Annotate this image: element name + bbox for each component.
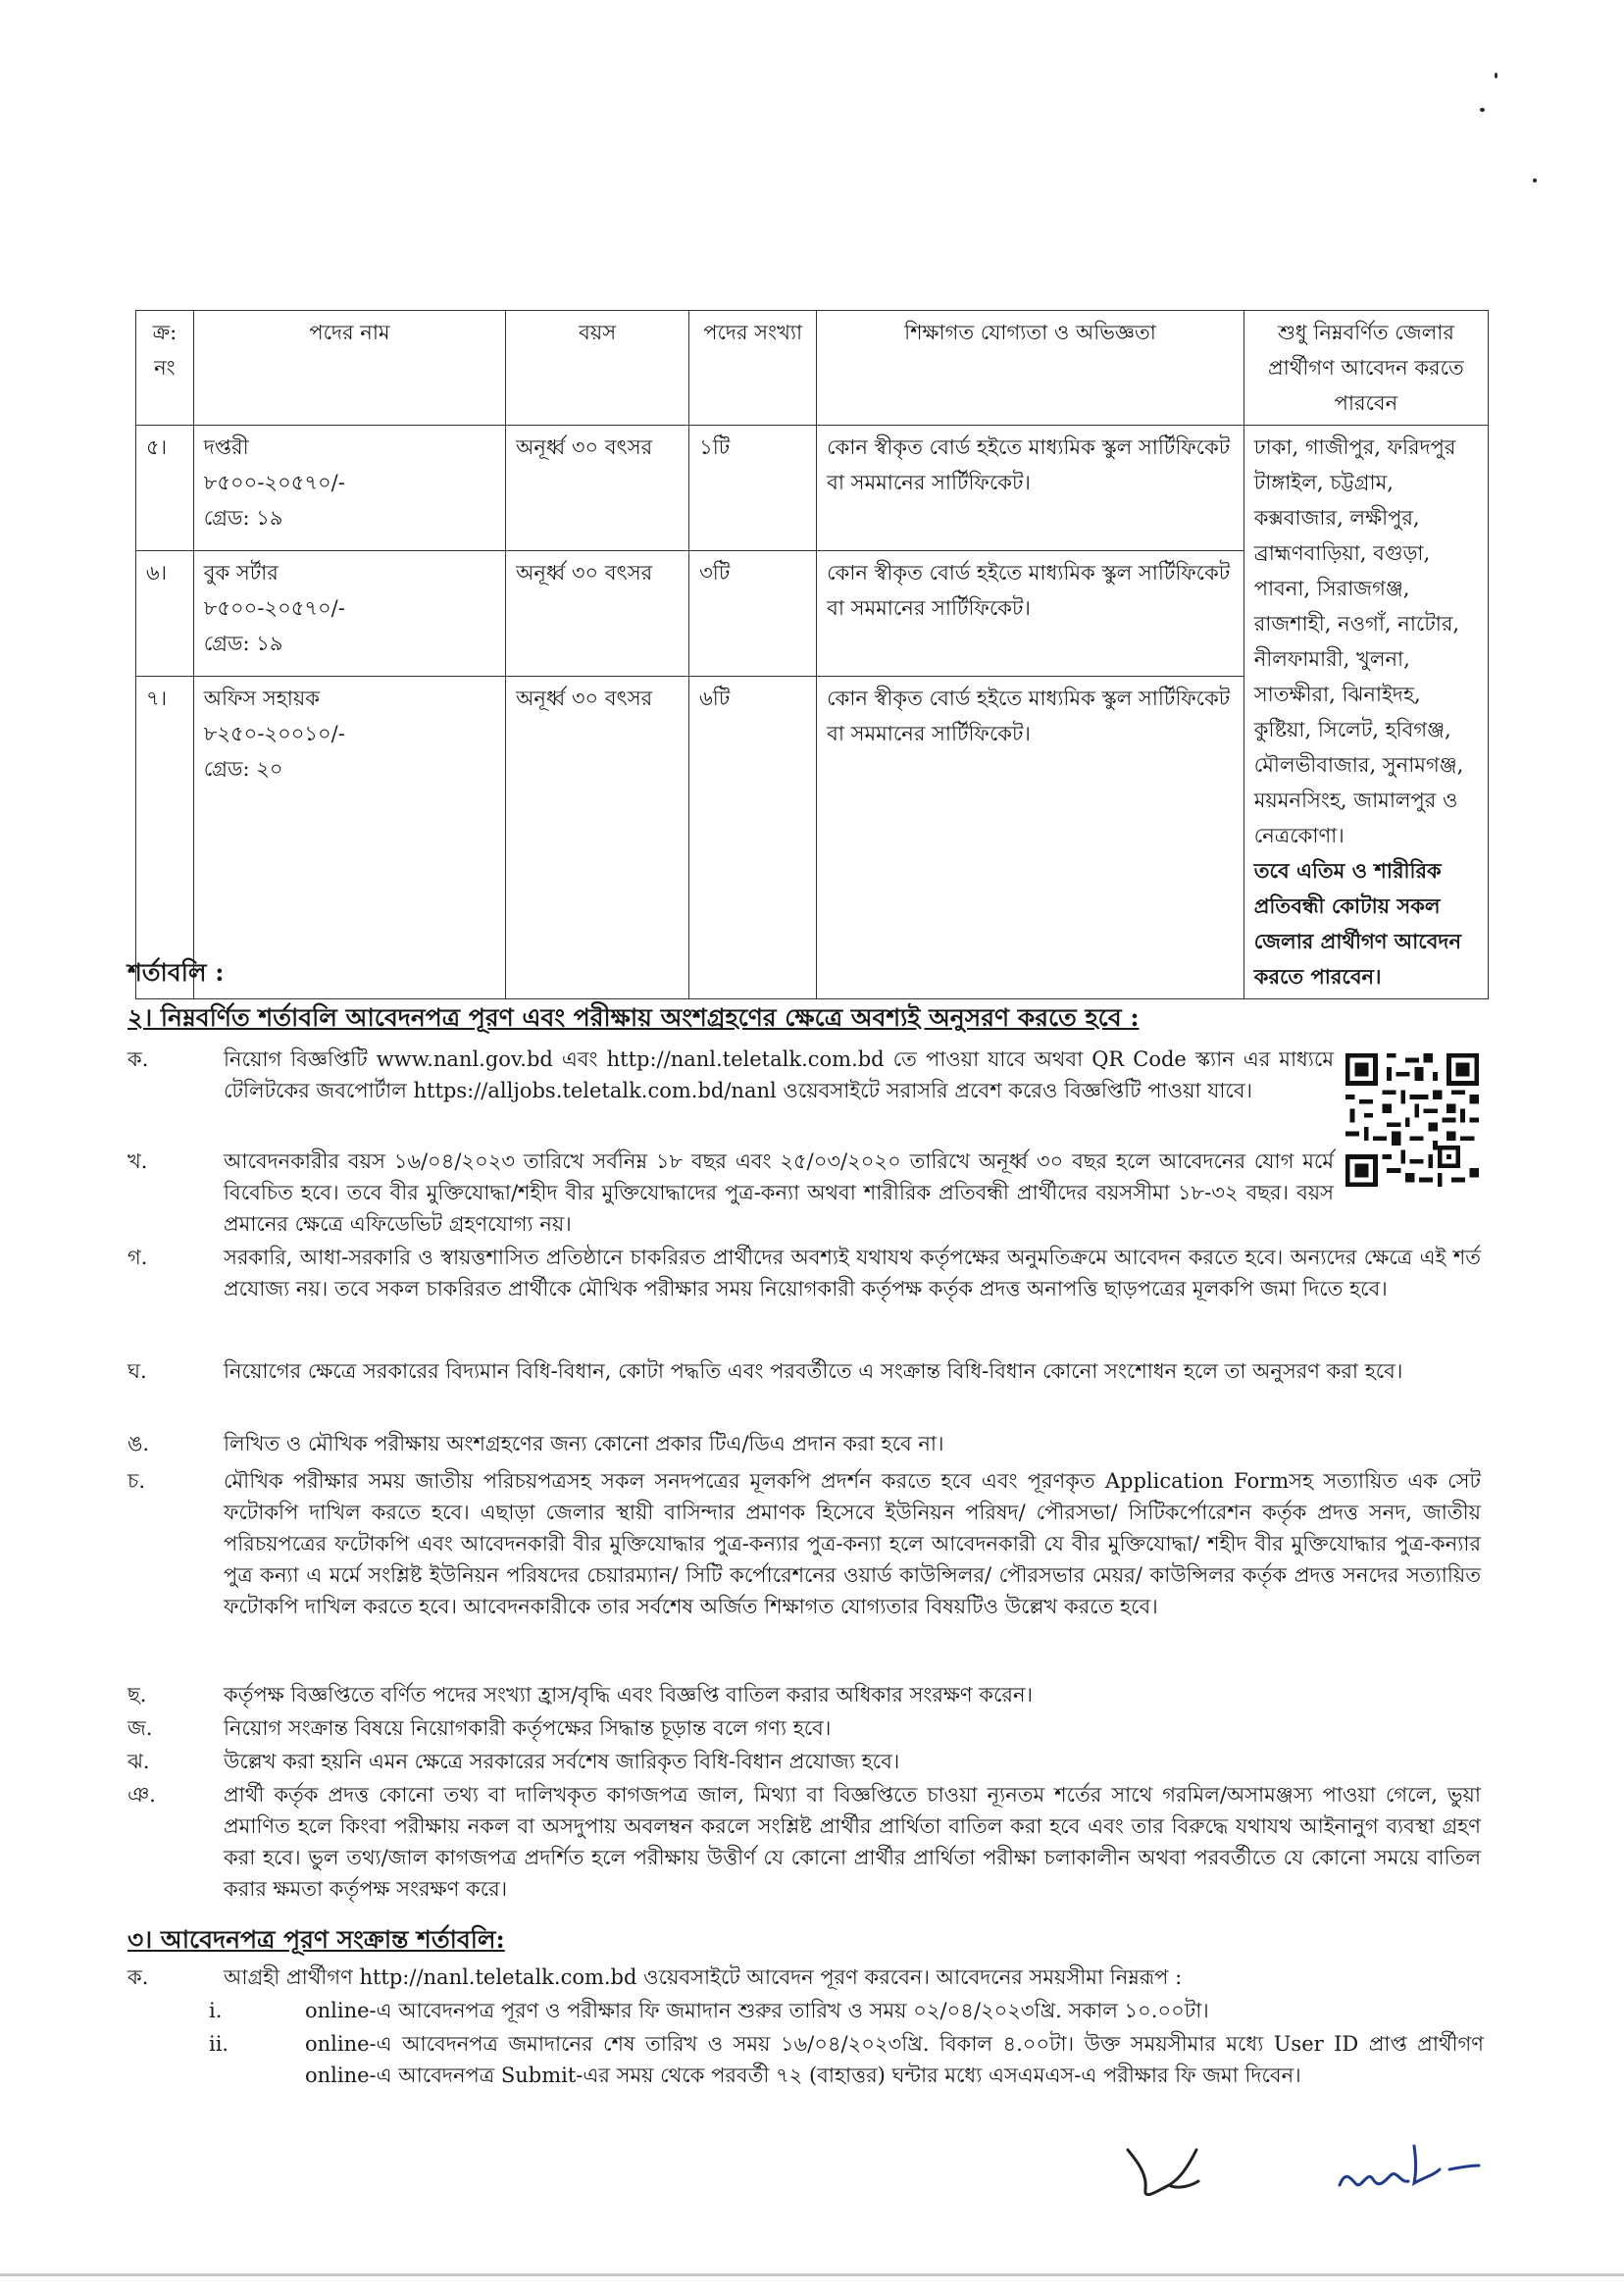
condition-item: [127, 1779, 1481, 1905]
item-text: আগ্রহী প্রার্থীগণ http://nanl.teletalk.com.bd ওয়েবসাইটে আবেদন পূরণ করবেন। আবেদনের সময়সীমা নিম্নরূপ :: [224, 1965, 1183, 1989]
condition-item: [127, 1679, 1481, 1710]
item-mark: ঞ.: [127, 1783, 156, 1807]
pay-scale: ৮২৫০-২০০১০/-: [203, 722, 345, 746]
post-name: অফিস সহায়ক: [203, 687, 320, 711]
item-mark: ছ.: [127, 1683, 147, 1707]
sub-mark: ii.: [209, 2032, 229, 2056]
condition-item: [127, 1146, 1334, 1240]
row-qualification: কোন স্বীকৃত বোর্ড হইতে মাধ্যমিক স্কুল সার্টিফিকেট বা সমমানের সার্টিফিকেট।: [817, 426, 1244, 551]
table-header-row: [136, 311, 1489, 426]
condition-item: [127, 1962, 1481, 1993]
scan-speck: [1533, 178, 1537, 182]
conditions-heading: শর্তাবলি :: [127, 958, 225, 987]
row-age: অনূর্ধ্ব ৩০ বৎসর: [506, 551, 689, 677]
header-post: পদের নাম: [193, 311, 505, 426]
item-text: মৌখিক পরীক্ষার সময় জাতীয় পরিচয়পত্রসহ সকল সনদপত্রের মূলকপি প্রদর্শন করতে হবে এবং পূরণকৃত Application Formসহ সত্যায়িত এক সেট ফটোকপি দাখিল করতে হবে। এছাড়া জেলার স্থায়ী বাসিন্দার প্রমাণক হিসেবে ইউনিয়ন পরিষদ/ পৌরসভা/ সিটিকর্পোরেশন কর্তৃক প্রদত্ত সনদ, জাতীয় পরিচয়পত্রের ফটোকপি এবং আবেদনকারী বীর মুক্তিযোদ্ধার পুত্র-কন্যার পুত্র-কন্যা হলে আবেদনকারী যে বীর মুক্তিযোদ্ধা/ শহীদ বীর মুক্তিযোদ্ধার পুত্র-কন্যার পুত্র কন্যা এ মর্মে সংশ্লিষ্ট ইউনিয়ন পরিষদের চেয়ারম্যান/ সিটি কর্পোরেশনের ওয়ার্ড কাউন্সিলর/ পৌরসভার মেয়র/ কাউন্সিলর কর্তৃক প্রদত্ত সনদের সত্যায়িত ফটোকপি দাখিল করতে হবে। আবেদনকারীকে তার সর্বশেষ অর্জিত শিক্ষাগত যোগ্যতার বিষয়টিও উল্লেখ করতে হবে।: [224, 1469, 1481, 1618]
row-sl: ৬।: [136, 551, 194, 677]
sub-mark: i.: [209, 1999, 223, 2022]
header-count: পদের সংখ্যা: [689, 311, 817, 426]
posts-table: [135, 310, 1489, 999]
section-3-title: ৩। আবেদনপত্র পূরণ সংক্রান্ত শর্তাবলি:: [127, 1925, 505, 1954]
sub-text: online-এ আবেদনপত্র পূরণ ও পরীক্ষার ফি জমাদান শুরুর তারিখ ও সময় ০২/০৪/২০২৩খ্রি. সকাল ১০.০০টা।: [305, 1999, 1209, 2022]
row-count: ১টি: [689, 426, 817, 551]
row-count: ৩টি: [689, 551, 817, 677]
sub-text: online-এ আবেদনপত্র জমাদানের শেষ তারিখ ও সময় ১৬/০৪/২০২৩খ্রি. বিকাল ৪.০০টা। উক্ত সময়সীমার মধ্যে User ID প্রাপ্ত প্রার্থীগণ online-এ আবেদনপত্র Submit-এর সময় থেকে পরবর্তী ৭২ (বাহাত্তর) ঘন্টার মধ্যে এসএমএস-এ পরীক্ষার ফি জমা দিবেন।: [305, 2032, 1484, 2087]
item-mark: ক.: [127, 1965, 149, 1989]
grade: গ্রেড: ১৯: [203, 506, 283, 530]
condition-item: [127, 1242, 1481, 1304]
scan-edge: [0, 2273, 1624, 2276]
row-count: ৬টি: [689, 677, 817, 999]
row-qualification: কোন স্বীকৃত বোর্ড হইতে মাধ্যমিক স্কুল সার্টিফিকেট বা সমমানের সার্টিফিকেট।: [817, 677, 1244, 999]
row-post: [193, 677, 505, 999]
grade: গ্রেড: ১৯: [203, 632, 283, 656]
condition-item: [127, 1044, 1334, 1106]
districts-cell: [1243, 426, 1488, 999]
table-row: [136, 426, 1489, 551]
pay-scale: ৮৫০০-২০৫৭০/-: [203, 596, 345, 621]
item-text: কর্তৃপক্ষ বিজ্ঞপ্তিতে বর্ণিত পদের সংখ্যা হ্রাস/বৃদ্ধি এবং বিজ্ঞপ্তি বাতিল করার অধিকার সংরক্ষণ করেন।: [224, 1683, 1034, 1707]
condition-item: [127, 1712, 1481, 1744]
districts-note: তবে এতিম ও শারীরিক প্রতিবন্ধী কোটায় সকল জেলার প্রার্থীগণ আবেদন করতে পারবেন।: [1253, 858, 1461, 989]
item-text: নিয়োগ বিজ্ঞপ্তিটি www.nanl.gov.bd এবং http://nanl.teletalk.com.bd তে পাওয়া যাবে অথবা QR Code স্ক্যান এর মাধ্যমে টেলিটকের জবপোর্টাল https://alljobs.teletalk.com.bd/nanl ওয়েবসাইটে সরাসরি প্রবেশ করেও বিজ্ঞপ্তিটি পাওয়া যাবে।: [224, 1047, 1334, 1102]
row-post: [193, 551, 505, 677]
item-text: প্রার্থী কর্তৃক প্রদত্ত কোনো তথ্য বা দালিখকৃত কাগজপত্র জাল, মিথ্যা বা বিজ্ঞপ্তিতে চাওয়া ন্যূনতম শর্তের সাথে গরমিল/অসামঞ্জস্য পাওয়া গেলে, ভুয়া প্রমাণিত হলে কিংবা পরীক্ষায় নকল বা অসদুপায় অবলম্বন করলে সংশ্লিষ্ট প্রার্থীর প্রার্থিতা বাতিল করা হবে এবং তার বিরুদ্ধে যথাযথ আইনানুগ ব্যবস্থা গ্রহণ করা হবে। ভুল তথ্য/জাল কাগজপত্র প্রদর্শিত হলে পরীক্ষায় উত্তীর্ণ যে কোনো প্রার্থীর প্রার্থিতা পরীক্ষা চলাকালীন অথবা পরবর্তীতে যে কোনো সময়ে বাতিল করার ক্ষমতা কর্তৃপক্ষ সংরক্ষণ করে।: [224, 1783, 1481, 1901]
item-mark: গ.: [127, 1246, 148, 1269]
condition-item: [127, 1746, 1481, 1777]
item-mark: ঘ.: [127, 1359, 147, 1383]
condition-item: [127, 1465, 1481, 1622]
item-text: উল্লেখ করা হয়নি এমন ক্ষেত্রে সরকারের সর্বশেষ জারিকৃত বিধি-বিধান প্রযোজ্য হবে।: [224, 1750, 900, 1773]
item-mark: চ.: [127, 1469, 146, 1493]
post-name: দপ্তরী: [203, 435, 249, 459]
item-mark: খ.: [127, 1149, 148, 1173]
item-mark: ঝ.: [127, 1750, 150, 1773]
sub-item: [209, 1995, 1484, 2026]
scan-speck: [1480, 108, 1485, 112]
row-age: অনূর্ধ্ব ৩০ বৎসর: [506, 426, 689, 551]
grade: গ্রেড: ২০: [203, 757, 283, 782]
item-mark: ঙ.: [127, 1432, 150, 1455]
header-sl: ক্র: নং: [136, 311, 194, 426]
item-text: নিয়োগ সংক্রান্ত বিষয়ে নিয়োগকারী কর্তৃপক্ষের সিদ্ধান্ত চূড়ান্ত বলে গণ্য হবে।: [224, 1716, 832, 1740]
qr-code-icon: [1345, 1053, 1479, 1187]
header-districts: শুধু নিম্নবর্ণিত জেলার প্রার্থীগণ আবেদন করতে পারবেন: [1243, 311, 1488, 426]
item-text: লিখিত ও মৌখিক পরীক্ষায় অংশগ্রহণের জন্য কোনো প্রকার টিএ/ডিএ প্রদান করা হবে না।: [224, 1432, 944, 1455]
item-mark: জ.: [127, 1716, 153, 1740]
section-2-title: ২। নিম্নবর্ণিত শর্তাবলি আবেদনপত্র পূরণ এবং পরীক্ষায় অংশগ্রহণের ক্ষেত্রে অবশ্যই অনুসরণ করতে হবে :: [127, 1003, 1140, 1032]
post-name: বুক সর্টার: [203, 561, 279, 586]
scan-speck: [1495, 73, 1497, 78]
condition-item: [127, 1355, 1481, 1387]
item-mark: ক.: [127, 1047, 149, 1071]
row-post: [193, 426, 505, 551]
header-qualification: শিক্ষাগত যোগ্যতা ও অভিজ্ঞতা: [817, 311, 1244, 426]
row-sl: ৫।: [136, 426, 194, 551]
item-text: আবেদনকারীর বয়স ১৬/০৪/২০২৩ তারিখে সর্বনিম্ন ১৮ বছর এবং ২৫/০৩/২০২০ তারিখে অনূর্ধ্ব ৩০ বছর হলে আবেদনের যোগ মর্মে বিবেচিত হবে। তবে বীর মুক্তিযোদ্ধা/শহীদ বীর মুক্তিযোদ্ধাদের পুত্র-কন্যা অথবা শারীরিক প্রতিবন্ধী প্রার্থীদের বয়সসীমা ১৮-৩২ বছর। বয়স প্রমানের ক্ষেত্রে এফিডেভিট গ্রহণযোগ্য নয়।: [224, 1149, 1334, 1236]
condition-item: [127, 1428, 1481, 1459]
row-sl: ৭।: [136, 677, 194, 999]
handwritten-signature: [1118, 2130, 1226, 2209]
item-text: নিয়োগের ক্ষেত্রে সরকারের বিদ্যমান বিধি-বিধান, কোটা পদ্ধতি এবং পরবর্তীতে এ সংক্রান্ত বিধি-বিধান কোনো সংশোধন হলে তা অনুসরণ করা হবে।: [224, 1359, 1403, 1383]
pay-scale: ৮৫০০-২০৫৭০/-: [203, 471, 345, 494]
row-age: অনূর্ধ্ব ৩০ বৎসর: [506, 677, 689, 999]
item-text: সরকারি, আধা-সরকারি ও স্বায়ত্তশাসিত প্রতিষ্ঠানে চাকরিরত প্রার্থীদের অবশ্যই যথাযথ কর্তৃপক্ষের অনুমতিক্রমে আবেদন করতে হবে। অন্যদের ক্ষেত্রে এই শর্ত প্রযোজ্য নয়। তবে সকল চাকরিরত প্রার্থীকে মৌখিক পরীক্ষার সময় নিয়োগকারী কর্তৃপক্ষ কর্তৃক প্রদত্ত অনাপত্তি ছাড়পত্রের মূলকপি জমা দিতে হবে।: [224, 1246, 1481, 1300]
row-qualification: কোন স্বীকৃত বোর্ড হইতে মাধ্যমিক স্কুল সার্টিফিকেট বা সমমানের সার্টিফিকেট।: [817, 551, 1244, 677]
sub-item: [209, 2028, 1484, 2091]
handwritten-signature: [1332, 2140, 1508, 2199]
districts-list: ঢাকা, গাজীপুর, ফরিদপুর টাঙ্গাইল, চট্টগ্রাম, কক্সবাজার, লক্ষীপুর, ব্রাহ্মণবাড়িয়া, বগুড়া, পাবনা, সিরাজগঞ্জ, রাজশাহী, নওগাঁ, নাটোর, নীলফামারী, খুলনা, সাতক্ষীরা, ঝিনাইদহ, কুষ্টিয়া, সিলেট, হবিগঞ্জ, মৌলভীবাজার, সুনামগঞ্জ, ময়মনসিংহ, জামালপুর ও নেত্রকোণা।: [1253, 435, 1464, 847]
header-age: বয়স: [506, 311, 689, 426]
